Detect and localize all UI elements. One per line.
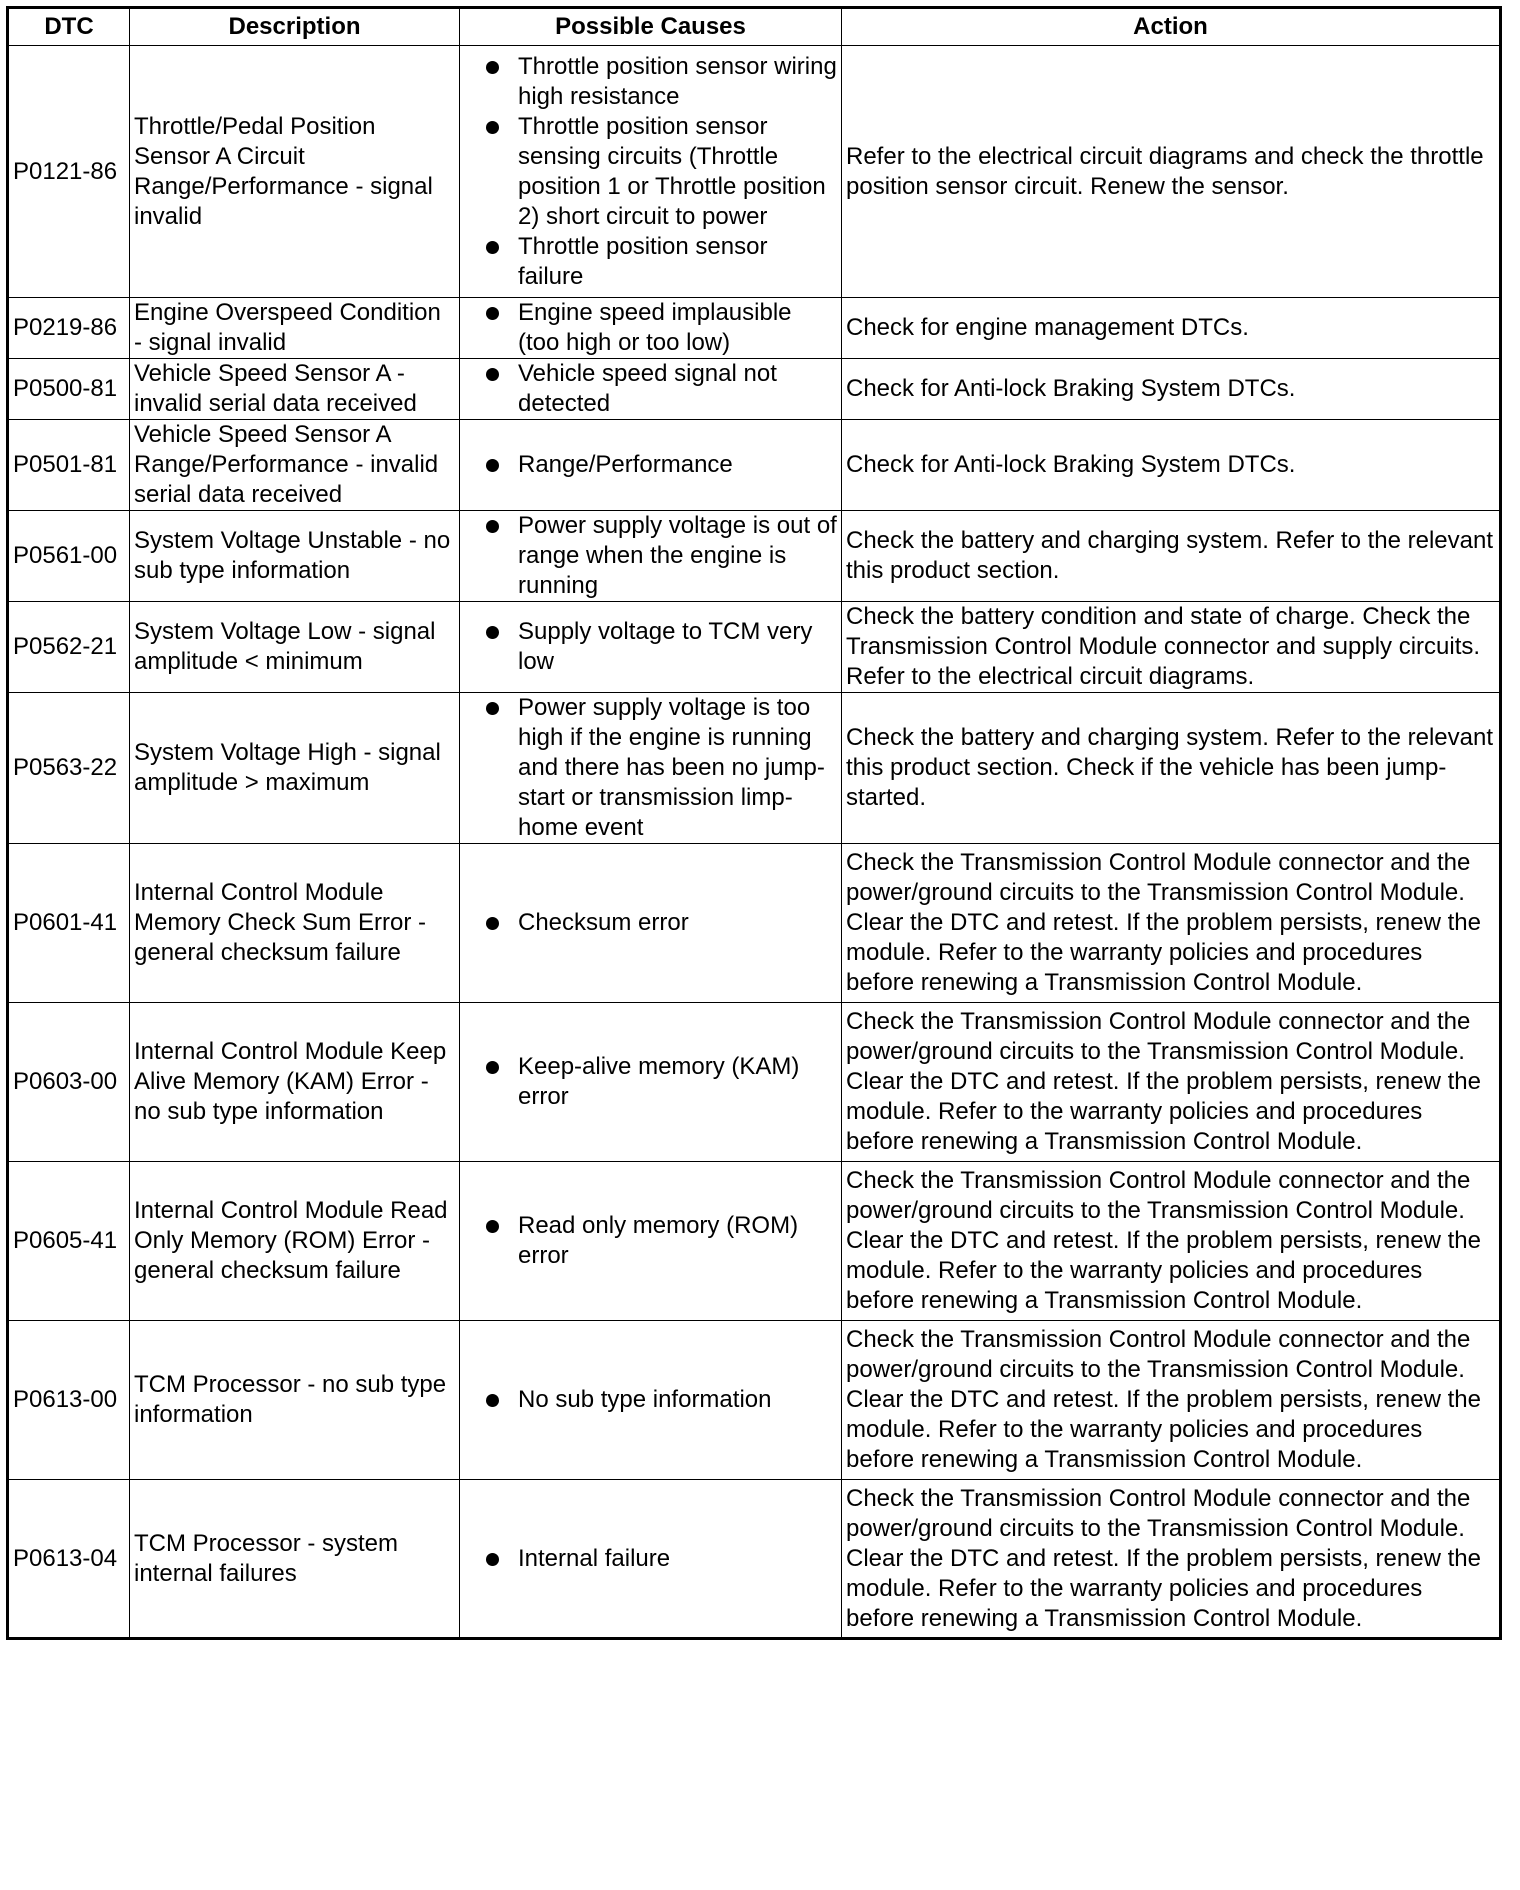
possible-causes-cell [460, 1321, 842, 1480]
dtc-description: Engine Overspeed Condition - signal invalid [130, 298, 460, 359]
dtc-action: Refer to the electrical circuit diagrams and check the throttle position sensor circuit. Renew the sensor. [842, 46, 1501, 298]
possible-causes-cell [460, 1480, 842, 1639]
dtc-action: Check for Anti-lock Braking System DTCs. [842, 420, 1501, 511]
possible-cause: Throttle position sensor failure [464, 232, 837, 292]
possible-causes-cell [460, 602, 842, 693]
dtc-description: Internal Control Module Memory Check Sum Error - general checksum failure [130, 844, 460, 1003]
dtc-action: Check the Transmission Control Module connector and the power/ground circuits to the Transmission Control Module. Clear the DTC and retest. If the problem persists, renew the module. Refer to the warranty policies and procedures before renewing a Transmission Control Module. [842, 844, 1501, 1003]
possible-causes-cell [460, 298, 842, 359]
possible-causes-list [464, 298, 837, 358]
possible-causes-list [464, 52, 837, 292]
possible-cause: Keep-alive memory (KAM) error [464, 1052, 837, 1112]
table-row [8, 298, 1501, 359]
header-dtc: DTC [8, 8, 130, 46]
possible-causes-list [464, 511, 837, 601]
possible-causes-list [464, 1385, 837, 1415]
possible-causes-cell [460, 844, 842, 1003]
table-row [8, 1162, 1501, 1321]
possible-causes-cell [460, 1003, 842, 1162]
table-row [8, 420, 1501, 511]
dtc-description: System Voltage High - signal amplitude > maximum [130, 693, 460, 844]
possible-cause: Throttle position sensor wiring high resistance [464, 52, 837, 112]
dtc-code: P0219-86 [8, 298, 130, 359]
dtc-action: Check the Transmission Control Module connector and the power/ground circuits to the Transmission Control Module. Clear the DTC and retest. If the problem persists, renew the module. Refer to the warranty policies and procedures before renewing a Transmission Control Module. [842, 1321, 1501, 1480]
dtc-code: P0613-04 [8, 1480, 130, 1639]
table-row [8, 1003, 1501, 1162]
dtc-code: P0501-81 [8, 420, 130, 511]
possible-cause: Read only memory (ROM) error [464, 1211, 837, 1271]
dtc-description: TCM Processor - no sub type information [130, 1321, 460, 1480]
dtc-action: Check the Transmission Control Module connector and the power/ground circuits to the Transmission Control Module. Clear the DTC and retest. If the problem persists, renew the module. Refer to the warranty policies and procedures before renewing a Transmission Control Module. [842, 1480, 1501, 1639]
table-row [8, 602, 1501, 693]
table-row [8, 511, 1501, 602]
possible-cause: Checksum error [464, 908, 837, 938]
dtc-description: System Voltage Low - signal amplitude < minimum [130, 602, 460, 693]
dtc-code: P0601-41 [8, 844, 130, 1003]
possible-cause: Power supply voltage is out of range when the engine is running [464, 511, 837, 601]
possible-causes-cell [460, 420, 842, 511]
dtc-action: Check the battery and charging system. Refer to the relevant this product section. [842, 511, 1501, 602]
dtc-description: Internal Control Module Read Only Memory (ROM) Error - general checksum failure [130, 1162, 460, 1321]
dtc-code: P0613-00 [8, 1321, 130, 1480]
table-row [8, 46, 1501, 298]
table-body [8, 46, 1501, 1639]
possible-cause: Internal failure [464, 1544, 837, 1574]
dtc-table [6, 6, 1502, 1640]
possible-cause: Power supply voltage is too high if the engine is running and there has been no jump-start or transmission limp-home event [464, 693, 837, 843]
dtc-action: Check the Transmission Control Module connector and the power/ground circuits to the Transmission Control Module. Clear the DTC and retest. If the problem persists, renew the module. Refer to the warranty policies and procedures before renewing a Transmission Control Module. [842, 1162, 1501, 1321]
dtc-code: P0121-86 [8, 46, 130, 298]
dtc-description: Internal Control Module Keep Alive Memory (KAM) Error - no sub type information [130, 1003, 460, 1162]
dtc-action: Check for Anti-lock Braking System DTCs. [842, 359, 1501, 420]
possible-cause: Range/Performance [464, 450, 837, 480]
possible-cause: Engine speed implausible (too high or too low) [464, 298, 837, 358]
possible-causes-list [464, 1052, 837, 1112]
possible-cause: Throttle position sensor sensing circuits (Throttle position 1 or Throttle position 2) short circuit to power [464, 112, 837, 232]
dtc-code: P0563-22 [8, 693, 130, 844]
dtc-code: P0500-81 [8, 359, 130, 420]
dtc-action: Check the Transmission Control Module connector and the power/ground circuits to the Transmission Control Module. Clear the DTC and retest. If the problem persists, renew the module. Refer to the warranty policies and procedures before renewing a Transmission Control Module. [842, 1003, 1501, 1162]
possible-causes-list [464, 908, 837, 938]
possible-causes-list [464, 693, 837, 843]
possible-causes-list [464, 450, 837, 480]
possible-causes-list [464, 1544, 837, 1574]
possible-cause: Vehicle speed signal not detected [464, 359, 837, 419]
header-possible-causes: Possible Causes [460, 8, 842, 46]
table-row [8, 359, 1501, 420]
header-description: Description [130, 8, 460, 46]
possible-causes-cell [460, 511, 842, 602]
dtc-code: P0605-41 [8, 1162, 130, 1321]
header-action: Action [842, 8, 1501, 46]
dtc-description: System Voltage Unstable - no sub type information [130, 511, 460, 602]
dtc-description: Vehicle Speed Sensor A Range/Performance - invalid serial data received [130, 420, 460, 511]
table-row [8, 1480, 1501, 1639]
dtc-code: P0561-00 [8, 511, 130, 602]
dtc-code: P0603-00 [8, 1003, 130, 1162]
possible-causes-list [464, 1211, 837, 1271]
dtc-description: Vehicle Speed Sensor A - invalid serial data received [130, 359, 460, 420]
possible-causes-cell [460, 46, 842, 298]
header-row [8, 8, 1501, 46]
dtc-action: Check the battery condition and state of charge. Check the Transmission Control Module connector and supply circuits. Refer to the electrical circuit diagrams. [842, 602, 1501, 693]
possible-causes-cell [460, 693, 842, 844]
table-row [8, 844, 1501, 1003]
dtc-code: P0562-21 [8, 602, 130, 693]
table-row [8, 1321, 1501, 1480]
dtc-description: Throttle/Pedal Position Sensor A Circuit Range/Performance - signal invalid [130, 46, 460, 298]
possible-cause: No sub type information [464, 1385, 837, 1415]
dtc-description: TCM Processor - system internal failures [130, 1480, 460, 1639]
possible-causes-list [464, 359, 837, 419]
dtc-action: Check for engine management DTCs. [842, 298, 1501, 359]
table-row [8, 693, 1501, 844]
possible-causes-list [464, 617, 837, 677]
possible-causes-cell [460, 359, 842, 420]
possible-cause: Supply voltage to TCM very low [464, 617, 837, 677]
possible-causes-cell [460, 1162, 842, 1321]
table-header [8, 8, 1501, 46]
dtc-action: Check the battery and charging system. Refer to the relevant this product section. Check if the vehicle has been jump-started. [842, 693, 1501, 844]
